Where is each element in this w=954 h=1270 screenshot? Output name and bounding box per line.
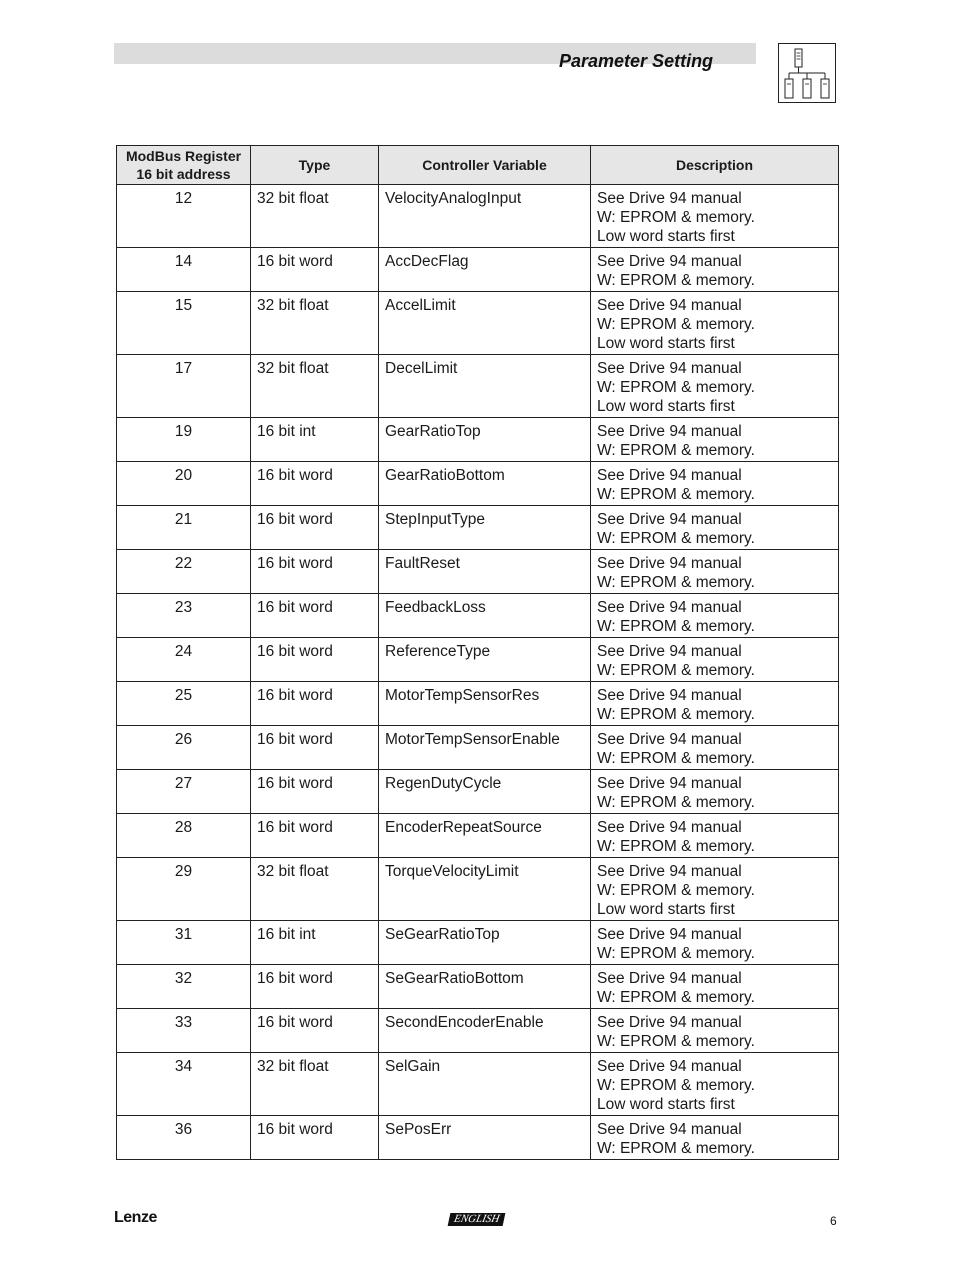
cell-type: 16 bit word xyxy=(251,1116,379,1160)
table-row xyxy=(117,858,839,921)
cell-description xyxy=(591,418,839,462)
cell-variable: TorqueVelocityLimit xyxy=(379,858,591,921)
table-row xyxy=(117,506,839,550)
description-line: See Drive 94 manual xyxy=(597,599,742,616)
cell-description xyxy=(591,248,839,292)
column-header-type xyxy=(251,146,379,185)
cell-description xyxy=(591,638,839,682)
description-line: W: EPROM & memory. xyxy=(597,379,755,396)
cell-description xyxy=(591,770,839,814)
cell-variable: SecondEncoderEnable xyxy=(379,1009,591,1053)
cell-type: 16 bit word xyxy=(251,770,379,814)
cell-register: 21 xyxy=(117,506,251,550)
cell-register: 27 xyxy=(117,770,251,814)
description-line: See Drive 94 manual xyxy=(597,863,742,880)
cell-description xyxy=(591,462,839,506)
cell-variable: DecelLimit xyxy=(379,355,591,418)
column-header-text: ModBus Register xyxy=(125,148,242,164)
cell-variable: FaultReset xyxy=(379,550,591,594)
description-line: W: EPROM & memory. xyxy=(597,272,755,289)
table-row xyxy=(117,726,839,770)
column-header-text: Controller Variable xyxy=(422,157,547,173)
description-line: W: EPROM & memory. xyxy=(597,1140,755,1157)
cell-variable: SelGain xyxy=(379,1053,591,1116)
table-row xyxy=(117,770,839,814)
table-row xyxy=(117,550,839,594)
cell-type: 32 bit float xyxy=(251,185,379,248)
description-line: See Drive 94 manual xyxy=(597,190,742,207)
cell-variable: AccelLimit xyxy=(379,292,591,355)
table-row xyxy=(117,682,839,726)
description-line: See Drive 94 manual xyxy=(597,926,742,943)
cell-variable: StepInputType xyxy=(379,506,591,550)
table-row xyxy=(117,292,839,355)
cell-register: 22 xyxy=(117,550,251,594)
cell-variable: SePosErr xyxy=(379,1116,591,1160)
table-body xyxy=(117,185,839,1160)
description-line: W: EPROM & memory. xyxy=(597,486,755,503)
cell-description xyxy=(591,355,839,418)
cell-variable: RegenDutyCycle xyxy=(379,770,591,814)
column-header-description xyxy=(591,146,839,185)
cell-register: 15 xyxy=(117,292,251,355)
page-title: Parameter Setting xyxy=(559,51,714,71)
table-row xyxy=(117,638,839,682)
table-header-row xyxy=(117,146,839,185)
description-line: Low word starts first xyxy=(597,1096,735,1113)
cell-type: 32 bit float xyxy=(251,355,379,418)
description-line: See Drive 94 manual xyxy=(597,1014,742,1031)
cell-register: 19 xyxy=(117,418,251,462)
cell-register: 24 xyxy=(117,638,251,682)
cell-description xyxy=(591,185,839,248)
table-row xyxy=(117,921,839,965)
cell-description xyxy=(591,814,839,858)
cell-register: 25 xyxy=(117,682,251,726)
cell-register: 17 xyxy=(117,355,251,418)
cell-description xyxy=(591,550,839,594)
cell-description xyxy=(591,292,839,355)
cell-type: 32 bit float xyxy=(251,1053,379,1116)
cell-type: 16 bit word xyxy=(251,682,379,726)
cell-register: 29 xyxy=(117,858,251,921)
cell-register: 36 xyxy=(117,1116,251,1160)
table-row xyxy=(117,462,839,506)
description-line: See Drive 94 manual xyxy=(597,423,742,440)
description-line: W: EPROM & memory. xyxy=(597,1077,755,1094)
description-line: W: EPROM & memory. xyxy=(597,574,755,591)
description-line: W: EPROM & memory. xyxy=(597,838,755,855)
cell-register: 32 xyxy=(117,965,251,1009)
cell-variable: MotorTempSensorRes xyxy=(379,682,591,726)
table-row xyxy=(117,594,839,638)
description-line: See Drive 94 manual xyxy=(597,643,742,660)
column-header-text: Type xyxy=(298,157,331,173)
cell-variable: VelocityAnalogInput xyxy=(379,185,591,248)
description-line: W: EPROM & memory. xyxy=(597,442,755,459)
network-diagram-icon xyxy=(778,43,836,103)
cell-type: 16 bit int xyxy=(251,921,379,965)
description-line: W: EPROM & memory. xyxy=(597,882,755,899)
description-line: Low word starts first xyxy=(597,901,735,918)
table-row xyxy=(117,814,839,858)
description-line: W: EPROM & memory. xyxy=(597,989,755,1006)
cell-variable: SeGearRatioTop xyxy=(379,921,591,965)
description-line: W: EPROM & memory. xyxy=(597,794,755,811)
lenze-logo: Lenze xyxy=(114,1209,157,1226)
cell-variable: SeGearRatioBottom xyxy=(379,965,591,1009)
table-row xyxy=(117,248,839,292)
cell-description xyxy=(591,921,839,965)
description-line: Low word starts first xyxy=(597,335,735,352)
description-line: See Drive 94 manual xyxy=(597,555,742,572)
cell-variable: EncoderRepeatSource xyxy=(379,814,591,858)
description-line: See Drive 94 manual xyxy=(597,819,742,836)
cell-register: 26 xyxy=(117,726,251,770)
description-line: See Drive 94 manual xyxy=(597,970,742,987)
cell-variable: GearRatioTop xyxy=(379,418,591,462)
description-line: W: EPROM & memory. xyxy=(597,1033,755,1050)
description-line: Low word starts first xyxy=(597,398,735,415)
table-row xyxy=(117,965,839,1009)
cell-type: 16 bit word xyxy=(251,1009,379,1053)
description-line: See Drive 94 manual xyxy=(597,1121,742,1138)
cell-description xyxy=(591,1009,839,1053)
cell-register: 14 xyxy=(117,248,251,292)
cell-variable: ReferenceType xyxy=(379,638,591,682)
description-line: W: EPROM & memory. xyxy=(597,750,755,767)
cell-type: 32 bit float xyxy=(251,292,379,355)
table-row xyxy=(117,185,839,248)
description-line: See Drive 94 manual xyxy=(597,1058,742,1075)
description-line: W: EPROM & memory. xyxy=(597,316,755,333)
description-line: See Drive 94 manual xyxy=(597,467,742,484)
column-header-register xyxy=(117,146,251,185)
cell-type: 16 bit word xyxy=(251,594,379,638)
cell-variable: AccDecFlag xyxy=(379,248,591,292)
cell-type: 32 bit float xyxy=(251,858,379,921)
table-row xyxy=(117,1053,839,1116)
description-line: See Drive 94 manual xyxy=(597,297,742,314)
cell-description xyxy=(591,682,839,726)
cell-type: 16 bit int xyxy=(251,418,379,462)
cell-register: 23 xyxy=(117,594,251,638)
column-header-text: Description xyxy=(675,157,753,173)
description-line: See Drive 94 manual xyxy=(597,731,742,748)
modbus-register-table xyxy=(116,145,839,1160)
description-line: See Drive 94 manual xyxy=(597,253,742,270)
cell-variable: MotorTempSensorEnable xyxy=(379,726,591,770)
cell-register: 20 xyxy=(117,462,251,506)
cell-description xyxy=(591,965,839,1009)
column-header-text: 16 bit address xyxy=(136,166,231,182)
table-row xyxy=(117,355,839,418)
cell-register: 28 xyxy=(117,814,251,858)
description-line: W: EPROM & memory. xyxy=(597,209,755,226)
table-row xyxy=(117,1009,839,1053)
cell-variable: FeedbackLoss xyxy=(379,594,591,638)
cell-type: 16 bit word xyxy=(251,814,379,858)
table-row xyxy=(117,1116,839,1160)
description-line: W: EPROM & memory. xyxy=(597,662,755,679)
cell-register: 33 xyxy=(117,1009,251,1053)
cell-variable: GearRatioBottom xyxy=(379,462,591,506)
cell-type: 16 bit word xyxy=(251,506,379,550)
cell-register: 34 xyxy=(117,1053,251,1116)
column-header-variable xyxy=(379,146,591,185)
cell-description xyxy=(591,1116,839,1160)
description-line: See Drive 94 manual xyxy=(597,360,742,377)
cell-description xyxy=(591,506,839,550)
description-line: Low word starts first xyxy=(597,228,735,245)
cell-description xyxy=(591,1053,839,1116)
cell-type: 16 bit word xyxy=(251,462,379,506)
page-number: 6 xyxy=(830,1214,837,1228)
cell-type: 16 bit word xyxy=(251,638,379,682)
cell-description xyxy=(591,858,839,921)
cell-type: 16 bit word xyxy=(251,550,379,594)
description-line: W: EPROM & memory. xyxy=(597,618,755,635)
cell-description xyxy=(591,594,839,638)
cell-description xyxy=(591,726,839,770)
cell-type: 16 bit word xyxy=(251,248,379,292)
description-line: See Drive 94 manual xyxy=(597,687,742,704)
cell-register: 12 xyxy=(117,185,251,248)
language-badge: ENGLISH xyxy=(448,1213,506,1226)
cell-register: 31 xyxy=(117,921,251,965)
description-line: W: EPROM & memory. xyxy=(597,706,755,723)
description-line: W: EPROM & memory. xyxy=(597,530,755,547)
cell-type: 16 bit word xyxy=(251,726,379,770)
description-line: W: EPROM & memory. xyxy=(597,945,755,962)
table-row xyxy=(117,418,839,462)
cell-type: 16 bit word xyxy=(251,965,379,1009)
description-line: See Drive 94 manual xyxy=(597,511,742,528)
description-line: See Drive 94 manual xyxy=(597,775,742,792)
